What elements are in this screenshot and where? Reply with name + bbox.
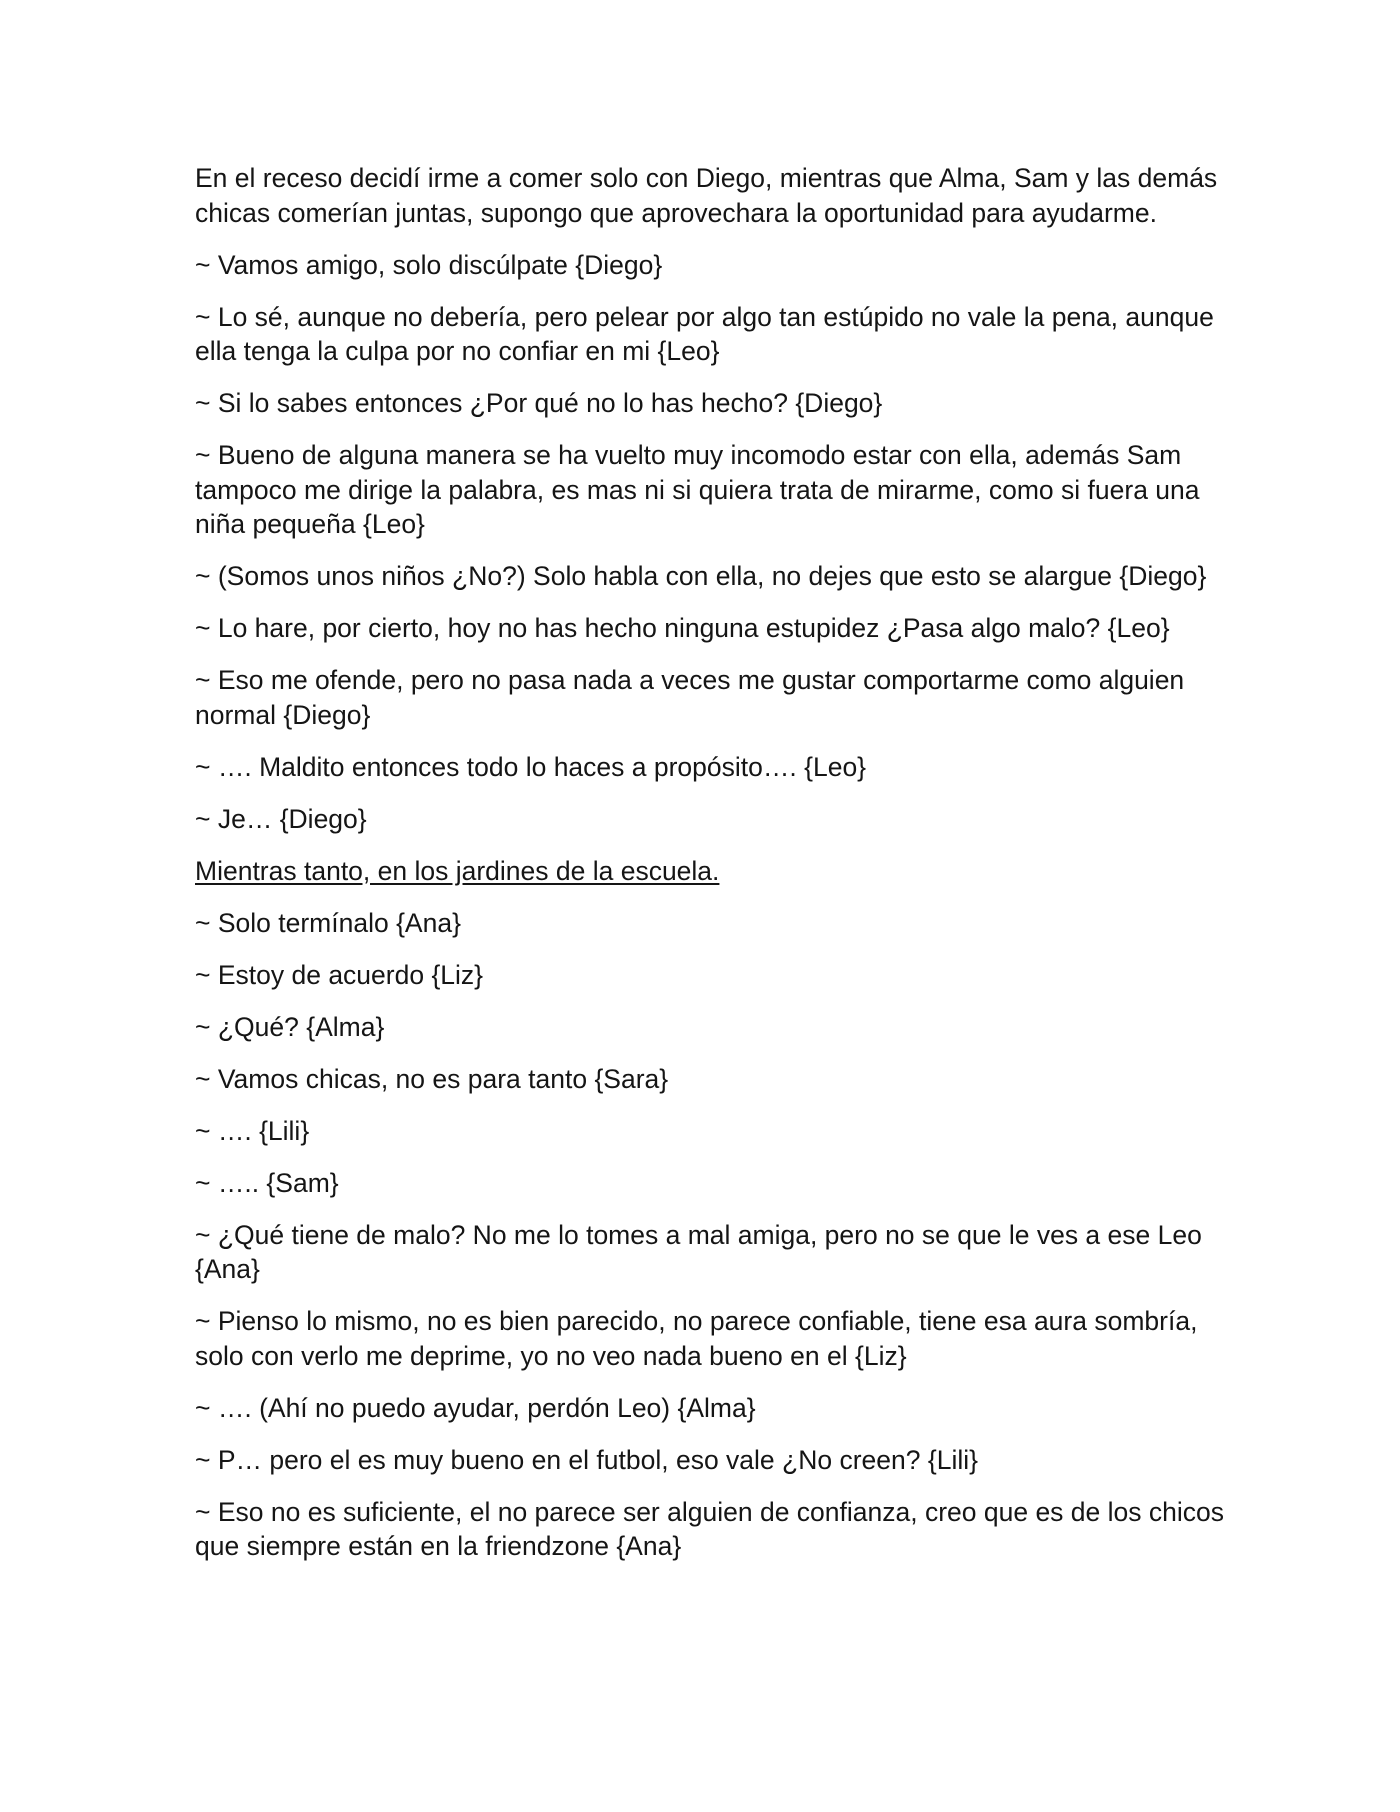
dialogue-line: ~ Solo termínalo {Ana}	[195, 907, 461, 938]
dialogue-line: ~ Eso me ofende, pero no pasa nada a veces me gustar comportarme como alguien normal {Diego}	[195, 665, 1185, 730]
dialogue-line: ~ Bueno de alguna manera se ha vuelto muy incomodo estar con ella, además Sam tampoco me dirige la palabra, es mas ni si quiera trata de mirarme, como si fuera una niña pequeña {Leo}	[195, 440, 1200, 539]
dialogue-line: ~ Si lo sabes entonces ¿Por qué no lo has hecho? {Diego}	[195, 388, 883, 418]
dialogue-line: ~ (Somos unos niños ¿No?) Solo habla con ella, no dejes que esto se alargue {Diego}	[195, 561, 1207, 591]
dialogue-line: ~ ¿Qué? {Alma}	[195, 1011, 385, 1042]
dialogue-line: ~ Eso no es suficiente, el no parece ser alguien de confianza, creo que es de los chicos que siempre están en la friendzone {Ana}	[195, 1496, 1224, 1561]
document-page	[195, 161, 1225, 1581]
dialogue-line: ~ …. {Lili}	[195, 1115, 310, 1146]
dialogue-line: ~ …. Maldito entonces todo lo haces a propósito…. {Leo}	[195, 751, 867, 782]
dialogue-line: ~ ¿Qué tiene de malo? No me lo tomes a mal amiga, pero no se que le ves a ese Leo {Ana}	[195, 1219, 1202, 1284]
narration-paragraph: En el receso decidí irme a comer solo con Diego, mientras que Alma, Sam y las demás chicas comerían juntas, supongo que aprovechara la oportunidad para ayudarme.	[195, 163, 1218, 228]
dialogue-line: ~ ….. {Sam}	[195, 1167, 339, 1198]
dialogue-line: ~ Estoy de acuerdo {Liz}	[195, 959, 484, 990]
dialogue-line: ~ Lo sé, aunque no debería, pero pelear por algo tan estúpido no vale la pena, aunque ella tenga la culpa por no confiar en mi {Leo}	[195, 301, 1214, 366]
scene-heading: Mientras tanto, en los jardines de la escuela.	[195, 855, 720, 886]
dialogue-line: ~ Vamos amigo, solo discúlpate {Diego}	[195, 249, 663, 280]
dialogue-line: ~ Lo hare, por cierto, hoy no has hecho ninguna estupidez ¿Pasa algo malo? {Leo}	[195, 613, 1170, 643]
dialogue-line: ~ Je… {Diego}	[195, 803, 367, 834]
dialogue-line: ~ Pienso lo mismo, no es bien parecido, no parece confiable, tiene esa aura sombría, solo con verlo me deprime, yo no veo nada bueno en el {Liz}	[195, 1306, 1198, 1371]
dialogue-line: ~ P… pero el es muy bueno en el futbol, eso vale ¿No creen? {Lili}	[195, 1444, 978, 1475]
dialogue-line: ~ Vamos chicas, no es para tanto {Sara}	[195, 1063, 669, 1094]
dialogue-line: ~ …. (Ahí no puedo ayudar, perdón Leo) {Alma}	[195, 1392, 756, 1423]
